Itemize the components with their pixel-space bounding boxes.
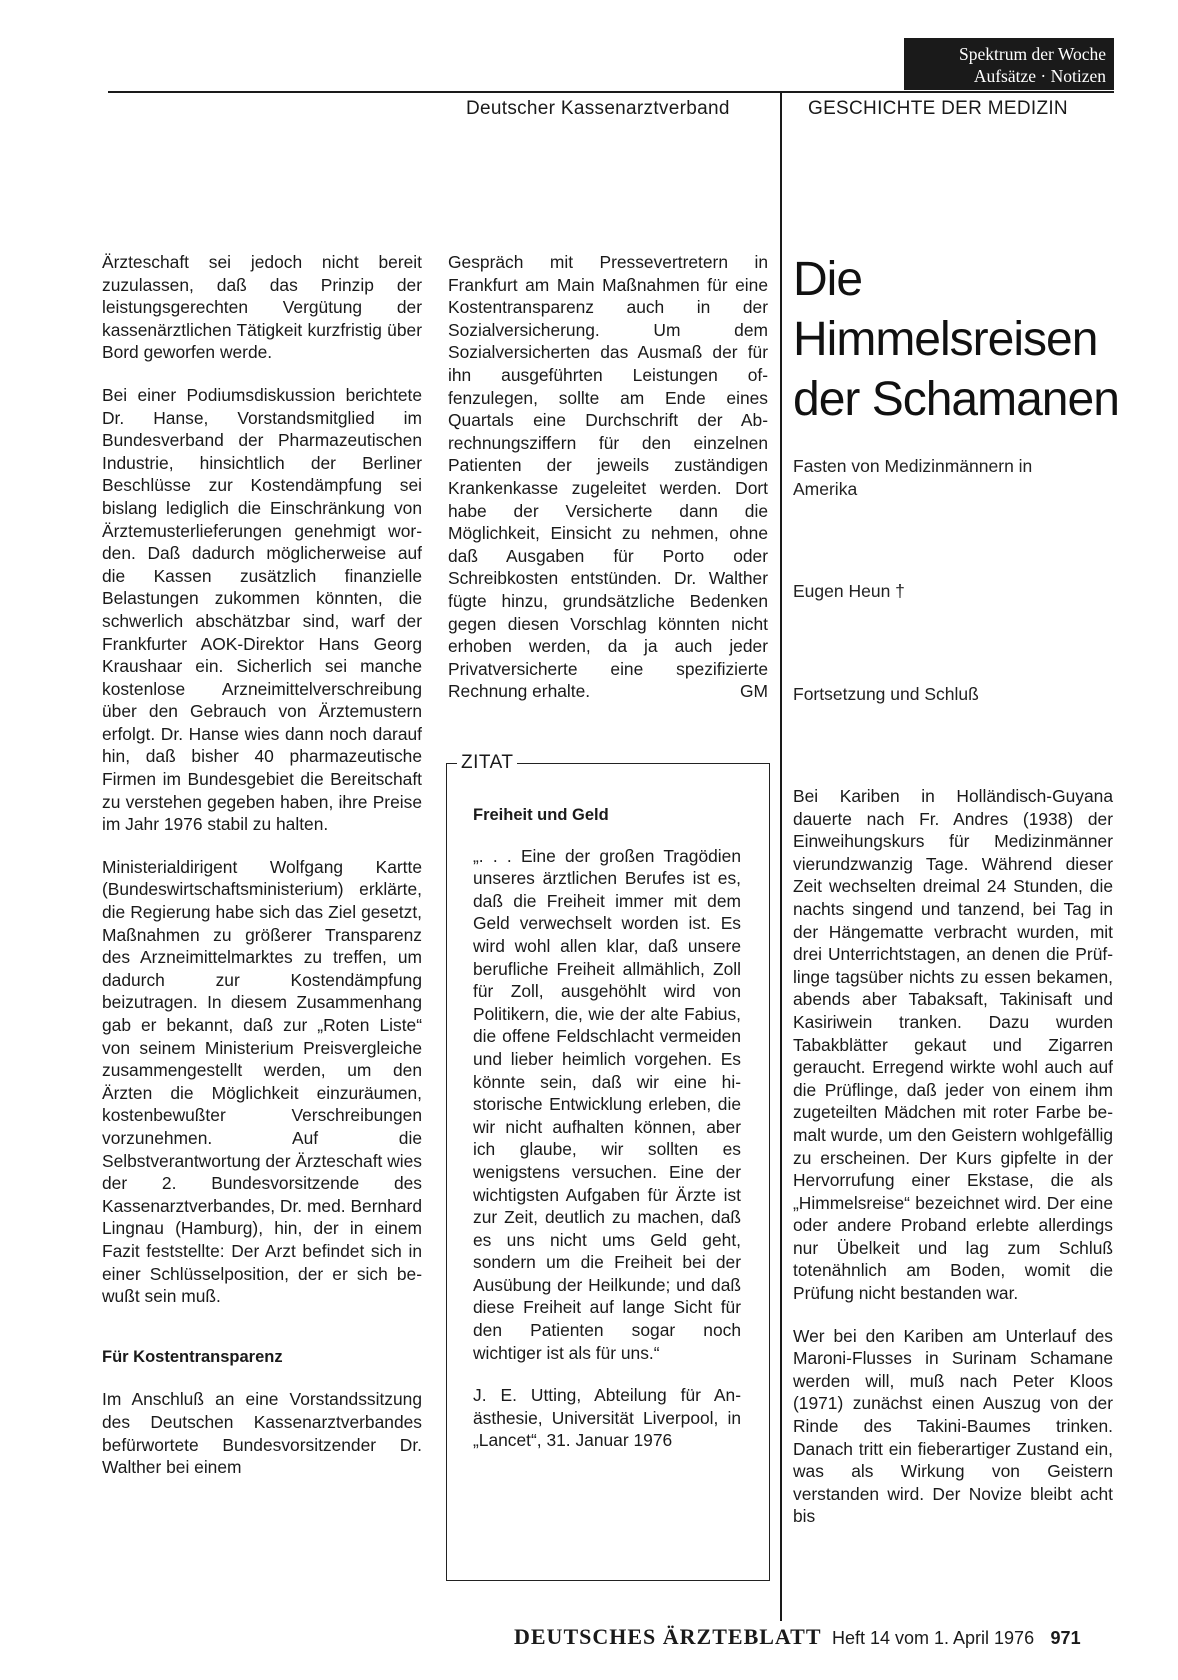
quote-box	[446, 752, 770, 1581]
title-line: Himmelsreisen	[793, 313, 1098, 366]
paragraph: Wer bei den Kariben am Unterlauf des Maroni-Flusses in Surinam Schamane werden will, muß nach Peter Kloos (1971) zunächst einen Auszug von der Rinde des Takini-Baumes trinken. Danach tritt ein fieberartiger Zustand ein, was als Wirkung von Geistern verstanden wird. Der Novize bleibt acht bis	[793, 1325, 1113, 1527]
paragraph: Ärzteschaft sei jedoch nicht bereit zuzulassen, daß das Prinzip der leistungsgerechten Vergütung der kassenärztlichen Tätigkeit kurzfristig über Bord geworfen werde.	[102, 252, 422, 363]
running-head-left: Deutscher Kassenarztverband	[466, 98, 730, 119]
page-footer	[514, 1624, 1081, 1650]
paragraph: Bei einer Podiumsdiskussion berichtete Dr. Hanse, Vorstandsmitglied im Bundesverband der Pharmazeutischen Industrie, hinsichtlich der Berliner Beschlüsse zur Kostendämpfung sei bislang lediglich die Einschränkung von Ärztemusterlieferungen genehmigt worden. Daß dadurch möglicherweise auf die Kassen zusätzlich finanzielle Belastungen zukommen könnten, die schwerlich abschätzbar sind, warf der Frankfurter AOK-Direktor Hans Georg Kraushaar ein. Sicherlich sei manche kostenlose Arzneimittelverschreibung über den Gebrauch von Ärztemustern erfolgt. Dr. Hanse wies dann noch darauf hin, daß bisher 40 pharmazeutische Firmen im Bundesgebiet die Bereitschaft zu verstehen gegeben haben, ihre Preise im Jahr 1976 stabil zu halten.	[102, 384, 422, 835]
article-title	[793, 250, 1123, 430]
article-subtitle: Fasten von Medizinmännern in Amerika	[793, 456, 1033, 499]
article-author: Eugen Heun †	[793, 581, 905, 601]
quote-box-label: ZITAT	[457, 752, 517, 774]
journal-name: DEUTSCHES ÄRZTEBLATT	[514, 1624, 822, 1649]
column-2	[448, 251, 768, 703]
page-number: 971	[1050, 1628, 1081, 1648]
paragraph: Ministerialdirigent Wolfgang Kartte (Bundeswirtschaftsministerium) erklärte, die Regierung habe sich das Ziel gesetzt, Maßnahmen zu größerer Transparenz des Arzneimittelmarktes zu treffen, um dadurch zur Kostendämpfung beizutragen. In diesem Zusammenhang gab er bekannt, daß zur „Roten Liste“ von seinem Ministerium Preisvergleiche zusammengestellt werden, um den Ärzten die Möglichkeit einzuräumen, kostenbewußter Verschreibungen vorzunehmen. Auf die Selbstverantwortung der Ärzteschaft wies der 2. Bundesvorsitzende des Kassenarztverbandes, Dr. med. Bernhard Lingnau (Hamburg), hin, der in einem Fazit feststellte: Der Arzt befindet sich in einer Schlüsselposition, der er sich bewußt sein muß.	[102, 856, 422, 1307]
header-rule	[108, 91, 1114, 93]
quote-body	[473, 804, 741, 1472]
box-corner	[446, 763, 454, 765]
author-signature: GM	[739, 681, 768, 702]
running-head-right: GESCHICHTE DER MEDIZIN	[808, 98, 1068, 119]
section-badge	[904, 38, 1114, 90]
badge-line-1: Spektrum der Woche	[959, 44, 1106, 64]
article-continuation: Fortsetzung und Schluß	[793, 684, 979, 704]
paragraph: Gespräch mit Pressevertretern in Frankfurt am Main Maßnahmen für eine Kostentransparenz auch in der Sozialversicherung. Um dem Sozialversicherten das Ausmaß der für ihn ausgeführten Leistungen offenzulegen, sollte am Ende eines Quartals eine Durchschrift der Abrechnungsziffern für den einzelnen Patienten der jeweils zuständigen Krankenkasse zugeleitet werden. Dort habe der Versicherte dann die Möglichkeit, Einsicht zu nehmen, ohne daß Ausgaben für Porto oder Schreibkosten entstünden. Dr. Walther fügte hinzu, grundsätzliche Bedenken gegen diesen Vorschlag könnten nicht erhoben werden, da ja auch jeder Privatversicherte eine spezifizierte Rechnung erhalte.	[448, 252, 768, 702]
quote-source: J. E. Utting, Abteilung für Anästhesie, Universität Liverpool, in „Lancet“, 31. Januar 1976	[473, 1385, 741, 1451]
quote-text: „. . . Eine der großen Tragödien unseres ärztlichen Berufes ist es, daß die Freiheit immer mit dem Geld verwechselt worden ist. Es wird wohl allen klar, daß unsere berufliche Freiheit allmählich, Zoll für Zoll, ausgehöhlt wird von Politikern, die, wie der alte Fabius, die offene Feldschlacht vermeiden und lieber heimlich vorgehen. Es könnte sein, daß wir eine historische Entwicklung erleben, die wir nicht aufhalten können, aber ich glaube, wir sollten es wenigstens versuchen. Eine der wichtigsten Aufgaben für Ärzte ist zur Zeit, deutlich zu machen, daß es uns nicht ums Geld geht, sondern um die Freiheit bei der Ausübung der Heilkunde; und daß diese Freiheit auf lange Sicht für den Patienten sogar noch wichtiger ist als für uns.“	[473, 845, 741, 1363]
paragraph: Bei Kariben in Holländisch-Guyana dauerte nach Fr. Andres (1938) der Einweihungskurs für Medizinmänner vierundzwanzig Tage. Während dieser Zeit wechselten dreimal 24 Stunden, die nachts singend und tanzend, bei Tag in der Hängematte verbracht wurden, mit drei Unterrichtstagen, an denen die Prüflinge tagsüber nichts zu essen bekamen, abends aber Tabaksaft, Takinisaft und Kasiriwein tranken. Dazu wurden Tabakblätter gekaut und Zigarren geraucht. Erregend wirkte wohl auch auf die Prüflinge, daß jeder von einem ihm zugeteilten Mädchen mit roter Farbe bemalt wurde, um den Geistern wohlgefällig zu erscheinen. Der Kurs gipfelte in der Hervorrufung einer Ekstase, die als „Himmelsreise“ bezeichnet wird. Der eine oder andere Proband erlebte allerdings nur Übelkeit und lag zum Schluß totenähnlich am Boden, womit die Prüfung nicht bestanden war.	[793, 786, 1113, 1304]
issue-info: Heft 14 vom 1. April 1976	[831, 1628, 1035, 1648]
column-3	[793, 785, 1113, 1548]
title-line: Die	[793, 253, 863, 306]
title-line: der Schamanen	[793, 373, 1119, 426]
column-1	[102, 251, 422, 1499]
subheading: Für Kostentransparenz	[102, 1347, 283, 1366]
column-divider	[780, 93, 782, 1621]
quote-heading: Freiheit und Geld	[473, 806, 609, 824]
badge-line-2: Aufsätze · Notizen	[973, 66, 1106, 86]
paragraph: Im Anschluß an eine Vorstandssitzung des Deutschen Kassenarztverbandes befürwortete Bundesvorsitzender Dr. Walther bei einem	[102, 1389, 422, 1478]
